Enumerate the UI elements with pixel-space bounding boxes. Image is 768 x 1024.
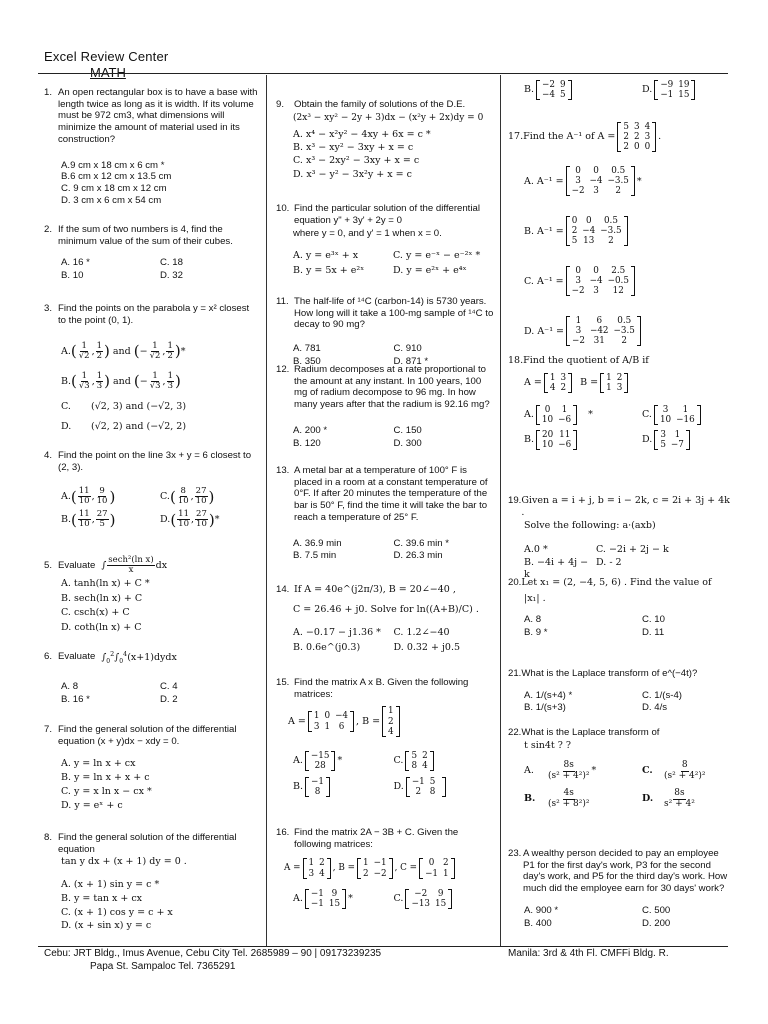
choice-c: C. 5 2 8 4 (394, 751, 495, 771)
choices (524, 690, 730, 714)
choice-c: C. 1/(s-4) (642, 689, 682, 701)
choice-d: D. 11 (642, 626, 665, 638)
choice-d: D. 871 * (393, 355, 429, 367)
choice-b: B. 1/(s+3) (524, 702, 566, 714)
question-text: Find the quotient of A/B if (523, 355, 649, 366)
choices (293, 627, 494, 653)
choice-c: C. 500 (642, 904, 671, 916)
choice-a: A. y = e³ˣ + x (293, 250, 359, 262)
choice-c: C. ( $\frac{8}{10}$ , $\frac{27}{10}$ ) (160, 486, 215, 507)
question-16 (276, 827, 494, 909)
question-text: Find the matrix A x B. Given the following matrices: (294, 677, 469, 700)
choice-a: A. 200 * (293, 424, 328, 436)
choices (524, 156, 728, 356)
choice-b: B. 0.6e^(j0.3) (293, 641, 361, 653)
choice-b: B. sech(ln x) + C (61, 592, 143, 604)
question-text: Evaluate (58, 559, 96, 571)
choices (61, 878, 259, 933)
choices (293, 128, 494, 181)
choice-c: C. 4 (160, 681, 178, 693)
choice-b: B. 120 (293, 437, 321, 449)
question-5 (44, 556, 259, 636)
question-13 (276, 465, 494, 562)
question-number: 2. (44, 224, 53, 235)
question-number: 1. (44, 87, 53, 98)
initial-conditions: where y = 0, and y' = 1 when x = 0. (293, 228, 442, 240)
bottom-rule (38, 946, 728, 947)
choice-b: B. ( $\frac{11}{10}$ , $\frac{27}{5}$ ) (61, 509, 116, 530)
choices (524, 905, 730, 929)
choice-b: B. ( $\frac{1}{√3}$ , $\frac{1}{3}$ ) and ( − $\frac{1}{√3}$ , $\frac{1}{3}$ ) (61, 370, 181, 391)
choices (61, 336, 259, 436)
choice-c: C. y = e⁻ˣ − e⁻²ˣ * (393, 250, 481, 262)
choice-b: B. 16 * (61, 694, 90, 706)
question-text: Evaluate (58, 651, 96, 662)
header (44, 49, 168, 81)
choice-c: C. 9 cm x 18 cm x 12 cm (61, 182, 167, 194)
question-text: Find the general solution of the differential equation (x + y)dx − xdy = 0. (58, 724, 237, 747)
question-2 (44, 224, 259, 282)
choice-c: C. (√2, 3) and (−√2, 3) (61, 400, 187, 412)
equation: (2x³ − xy² − 2y + 3)dx − (x²y + 2x)dy = 0 (293, 112, 484, 123)
choice-a: A.9 cm x 18 cm x 6 cm * (61, 159, 165, 171)
question-23 (508, 848, 730, 929)
question-text: Find the points on the parabola y = x² closest to the point (0, 1). (58, 303, 250, 326)
choice-b: B. y = 5x + e²ˣ (293, 264, 365, 276)
choices (293, 751, 494, 797)
choice-a: A. −15 28 * (293, 750, 343, 771)
question-text: An open rectangular box is to have a base with length twice as long as it is width. If its volume must be 972 cm3, what dimensions will minimize the amount of material used in its construction? (58, 87, 258, 145)
subject-title: MATH (90, 64, 126, 80)
choice-c: C. 18 (160, 257, 183, 269)
document-title: Excel Review Center (44, 49, 169, 64)
choices (61, 257, 259, 281)
choices (61, 577, 259, 636)
question-text: Find the particular solution of the differential equation y" + 3y' + 2y = 0 (294, 203, 480, 226)
choice-a: A. −1 9 −1 15 * (293, 888, 353, 909)
question-1 (44, 87, 259, 206)
choice-d: D. 0.32 + j0.5 (393, 641, 461, 653)
question-text: Given a = i + j, b = i − 2k, c = 2i + 3j + 4k . (521, 495, 730, 518)
choice-a: A. A⁻¹ = 0 0 0.5 3 −4 −3.5 −2 3 2 * (524, 166, 642, 197)
question-text-2: t sin4t ? ? (524, 739, 571, 751)
question-10 (276, 203, 494, 276)
choice-b: B.6 cm x 12 cm x 13.5 cm (61, 171, 172, 183)
question-number: 9. (276, 99, 285, 110)
choices (524, 614, 730, 638)
integral-expression: ∫ $\frac{\text{sech²(ln x)}}{x}$ dx (101, 555, 168, 575)
question-number: 12. (276, 364, 290, 375)
choices (61, 681, 259, 705)
question-21 (508, 668, 730, 714)
choice-b: B. 400 (524, 917, 552, 929)
question-7 (44, 724, 259, 812)
choice-a: A. 16 * (61, 257, 90, 269)
choice-a: A. 36.9 min (293, 537, 342, 549)
choice-d: D. −9 19 −1 15 (642, 80, 724, 100)
choice-b: B. 20 11 10 −6 (524, 430, 642, 450)
question-text: The half-life of ¹⁴C (carbon-14) is 5730 years. How long will it take a 100-mg sample of ¹⁴C to decay to 90 mg? (294, 296, 494, 331)
choice-a: A. 0 1 10 −6 * (524, 404, 593, 425)
question-text: Find the A⁻¹ of A = (523, 131, 616, 143)
choices (61, 487, 259, 529)
question-20 (508, 577, 730, 639)
question-text: If the sum of two numbers is 4, find the minimum value of the sum of their cubes. (58, 224, 233, 247)
question-text: Obtain the family of solutions of the D.E. (294, 99, 466, 110)
choice-c: C. 10 (642, 614, 665, 626)
choice-c: C. 910 (393, 343, 422, 355)
choice-d: D. coth(ln x) + C (61, 622, 142, 633)
choice-a: A. $\frac{8s}{\text{(s² + 4²)²}}$ * (524, 760, 597, 781)
question-number: 3. (44, 303, 53, 314)
choice-d: D. 3 cm x 6 cm x 54 cm (61, 194, 162, 206)
choice-a: A.0 * (524, 543, 548, 555)
choice-c: C. 1.2∠−40 (393, 627, 450, 639)
question-number: 10. (276, 203, 290, 214)
question-4 (44, 450, 259, 529)
footer-manila: Manila: 3rd & 4th Fl. CMFFi Bldg. R. (508, 948, 669, 959)
choice-b: B. −4i + 4j − k (524, 557, 589, 580)
question-number: 5. (44, 559, 53, 571)
question-text-2: |x₁| . (524, 592, 546, 604)
choices (61, 160, 259, 207)
integral-expression: $\int_0^2\int_0^4(x+1)dydx$ (101, 650, 177, 666)
choice-c: C. −2i + 2j − k (596, 543, 669, 555)
choice-d: D. 32 (160, 270, 183, 282)
question-text: Let x₁ = (2, −4, 5, 6) . Find the value of (521, 577, 712, 588)
question-16-continued (524, 80, 724, 100)
choice-d: D. (x + sin x) y = c (61, 920, 152, 932)
choice-a: A. tanh(ln x) + C * (61, 577, 150, 589)
question-number: 13. (276, 465, 290, 476)
question-text: Find the matrix 2A − 3B + C. Given the following matrices: (294, 827, 459, 850)
choices (61, 757, 259, 812)
given-matrices: A = 1 0 −4 3 1 6 , B = 1 2 4 (288, 706, 494, 736)
choice-d: D. A⁻¹ = 1 6 0.5 3 −42 −3.5 −2 31 2 (524, 306, 728, 356)
choice-b: B. −2 9 −4 5 (524, 80, 642, 100)
choices (524, 761, 730, 809)
question-number: 6. (44, 651, 53, 662)
choices (524, 544, 730, 581)
question-text: Find the general solution of the differential equation (58, 832, 237, 855)
choice-a: A. 8 (524, 614, 542, 626)
question-text: A metal bar at a temperature of 100° F is placed in a room at a constant temperature of 0°F. If after 20 minutes the temperature of the bar is 50° F, find the time it will take the bar to reach a temperature of 25° F. (294, 465, 488, 523)
choice-c: C. 3 1 10 −16 (642, 405, 728, 425)
choice-d: D. 2 (160, 694, 178, 706)
choice-a: A. y = ln x + cx (61, 758, 136, 770)
choice-d: D. 200 (642, 917, 671, 929)
question-number: 7. (44, 724, 53, 735)
choices (293, 250, 494, 276)
choice-c: C. x³ − 2xy² − 3xy + x = c (293, 155, 420, 167)
choice-d: D. 26.3 min (393, 550, 443, 562)
choice-a: A. −0.17 − j1.36 * (293, 627, 381, 639)
question-22 (508, 727, 730, 809)
question-12 (276, 364, 494, 449)
choices (524, 405, 728, 450)
question-number: 19. (508, 495, 522, 506)
question-number: 17. (508, 131, 524, 143)
given-matrices: A = 1 2 3 4 , B = 1 −1 2 −2 , C = 0 2 −1 1 (284, 858, 494, 878)
column-divider-2 (500, 75, 501, 946)
footer-address-line-1: Cebu: JRT Bldg., Imus Avenue, Cebu City Tel. 2685989 – 90 | 09173239235 (44, 948, 382, 959)
choices (293, 889, 494, 909)
choice-a: A. 1/(s+4) * (524, 689, 573, 701)
choice-a: A. x⁴ − x²y² − 4xy + 6x = c * (293, 128, 431, 140)
choice-c: C. 150 (393, 424, 422, 436)
question-text-2: Solve the following: a·(axb) (524, 520, 656, 532)
choice-a: A. 781 (293, 343, 321, 355)
choice-d: D. 300 (393, 437, 422, 449)
choice-c: C. −2 9 −13 15 (394, 889, 495, 909)
choice-d: D. $\frac{8s}{\text{s² + 4²}}$ (642, 788, 695, 809)
question-text: What is the Laplace transform of e^(−4t)? (521, 668, 698, 679)
question-number: 4. (44, 450, 53, 461)
choice-a: A. 900 * (524, 904, 559, 916)
question-17: 17. Find the A⁻¹ of A = 5 3 4 2 2 3 2 0 0 . A. A⁻¹ = 0 0 0.5 3 −4 −3.5 −2 3 2 * B. A⁻¹ = 0 0 0.5 2 −4 −3.5 5 13 2 C. A⁻¹ = 0 0 2.5 3 −4 −0.5 −2 3 12 D. A⁻¹ = 1 6 0.5 3 −42 −3.5 −2 31 2 (508, 122, 728, 356)
choice-d: D. (√2, 2) and (−√2, 2) (61, 420, 187, 432)
choice-b: B. −1 8 (293, 777, 394, 797)
footer-address-line-2: Papa St. Sampaloc Tel. 7365291 (90, 960, 236, 972)
choice-c: C. $\frac{8}{\text{(s² + 4²)²}}$ (642, 760, 706, 781)
choice-b: B. A⁻¹ = 0 0 0.5 2 −4 −3.5 5 13 2 (524, 206, 728, 256)
question-number: 16. (276, 827, 290, 838)
choice-a: A. ( $\frac{1}{√2}$ , $\frac{1}{2}$ ) and ( − $\frac{1}{√2}$ , $\frac{1}{2}$ ) * (61, 340, 186, 361)
top-rule (38, 73, 728, 74)
choice-c: C. csch(x) + C (61, 607, 130, 619)
choice-c: C. A⁻¹ = 0 0 2.5 3 −4 −0.5 −2 3 12 (524, 256, 728, 306)
choice-d: D. y = eˣ + c (61, 799, 123, 811)
choice-b: B. 10 (61, 270, 84, 282)
choice-d: D. - 2 (596, 557, 622, 569)
question-number: 15. (276, 677, 290, 688)
given-matrices: A = 1 3 4 2 B = 1 2 1 3 (524, 373, 728, 393)
choice-c: C. (x + 1) cos y = c + x (61, 906, 173, 918)
choice-d: D. 4/s (642, 702, 668, 714)
choices (293, 425, 494, 449)
question-text: A wealthy person decided to pay an employee P1 for the first day's work, P3 for the second day's work, and P5 for the third day's work. How much did the employee earn for 30 days' work? (523, 848, 728, 895)
question-number: 8. (44, 832, 53, 843)
question-19 (508, 495, 730, 580)
choice-b: B. 7.5 min (293, 550, 337, 562)
choices (293, 538, 494, 562)
question-number: 21. (508, 668, 522, 679)
choice-b: B. y = tan x + cx (61, 892, 143, 904)
question-number: 20. (508, 577, 522, 588)
question-number: 22. (508, 727, 522, 738)
choice-b: B. $\frac{4s}{\text{(s² + 8²)²}}$ (524, 788, 590, 809)
question-number: 11. (276, 296, 289, 307)
choice-d: D. y = e²ˣ + e⁴ˣ (393, 264, 467, 276)
question-3 (44, 303, 259, 436)
equation: tan y dx + (x + 1) dy = 0 . (61, 856, 187, 868)
question-18 (508, 355, 728, 450)
choice-d: D. ( $\frac{11}{10}$ , $\frac{27}{10}$ ) * (160, 509, 220, 530)
choice-b: B. 350 (293, 355, 321, 367)
question-11 (276, 296, 494, 368)
choice-a: A. (x + 1) sin y = c * (61, 878, 160, 890)
choice-a: A. ( $\frac{11}{10}$ , $\frac{9}{10}$ ) (61, 486, 116, 507)
question-9 (276, 99, 494, 181)
question-text-2: C = 26.46 + j0. Solve for ln((A+B)/C) . (293, 603, 479, 615)
question-6 (44, 651, 259, 706)
choice-b: B. y = ln x + x + c (61, 772, 150, 784)
question-text: If A = 40e^(j2π/3), B = 20∠−40 , (294, 584, 456, 595)
choice-b: B. 9 * (524, 626, 548, 638)
column-divider-1 (266, 75, 267, 946)
choice-d: D. 3 1 5 −7 (642, 430, 728, 450)
question-number: 18. (508, 355, 524, 366)
choice-d: D. −1 5 2 8 (394, 777, 495, 797)
question-15 (276, 677, 494, 797)
question-number: 23. (508, 848, 522, 859)
question-8 (44, 832, 259, 933)
question-text: Radium decomposes at a rate proportional to the amount at any instant. In 100 years, 100 mg of radium decompose to 96 mg. In how many years after that the radium is 92.16 mg? (294, 364, 490, 411)
question-text: Find the point on the line 3x + y = 6 closest to (2, 3). (58, 450, 252, 473)
choice-c: C. y = x ln x − cx * (61, 785, 152, 797)
choice-d: D. x³ − y² − 3x²y + x = c (293, 168, 412, 180)
choice-b: B. x³ − xy² − 3xy + x = c (293, 141, 414, 153)
footer-cebu (44, 948, 381, 973)
choice-c: C. 39.6 min * (393, 537, 449, 549)
choice-a: A. 8 (61, 681, 79, 693)
question-number: 14. (276, 584, 290, 595)
question-14 (276, 584, 494, 653)
question-text: What is the Laplace transform of (521, 727, 660, 738)
